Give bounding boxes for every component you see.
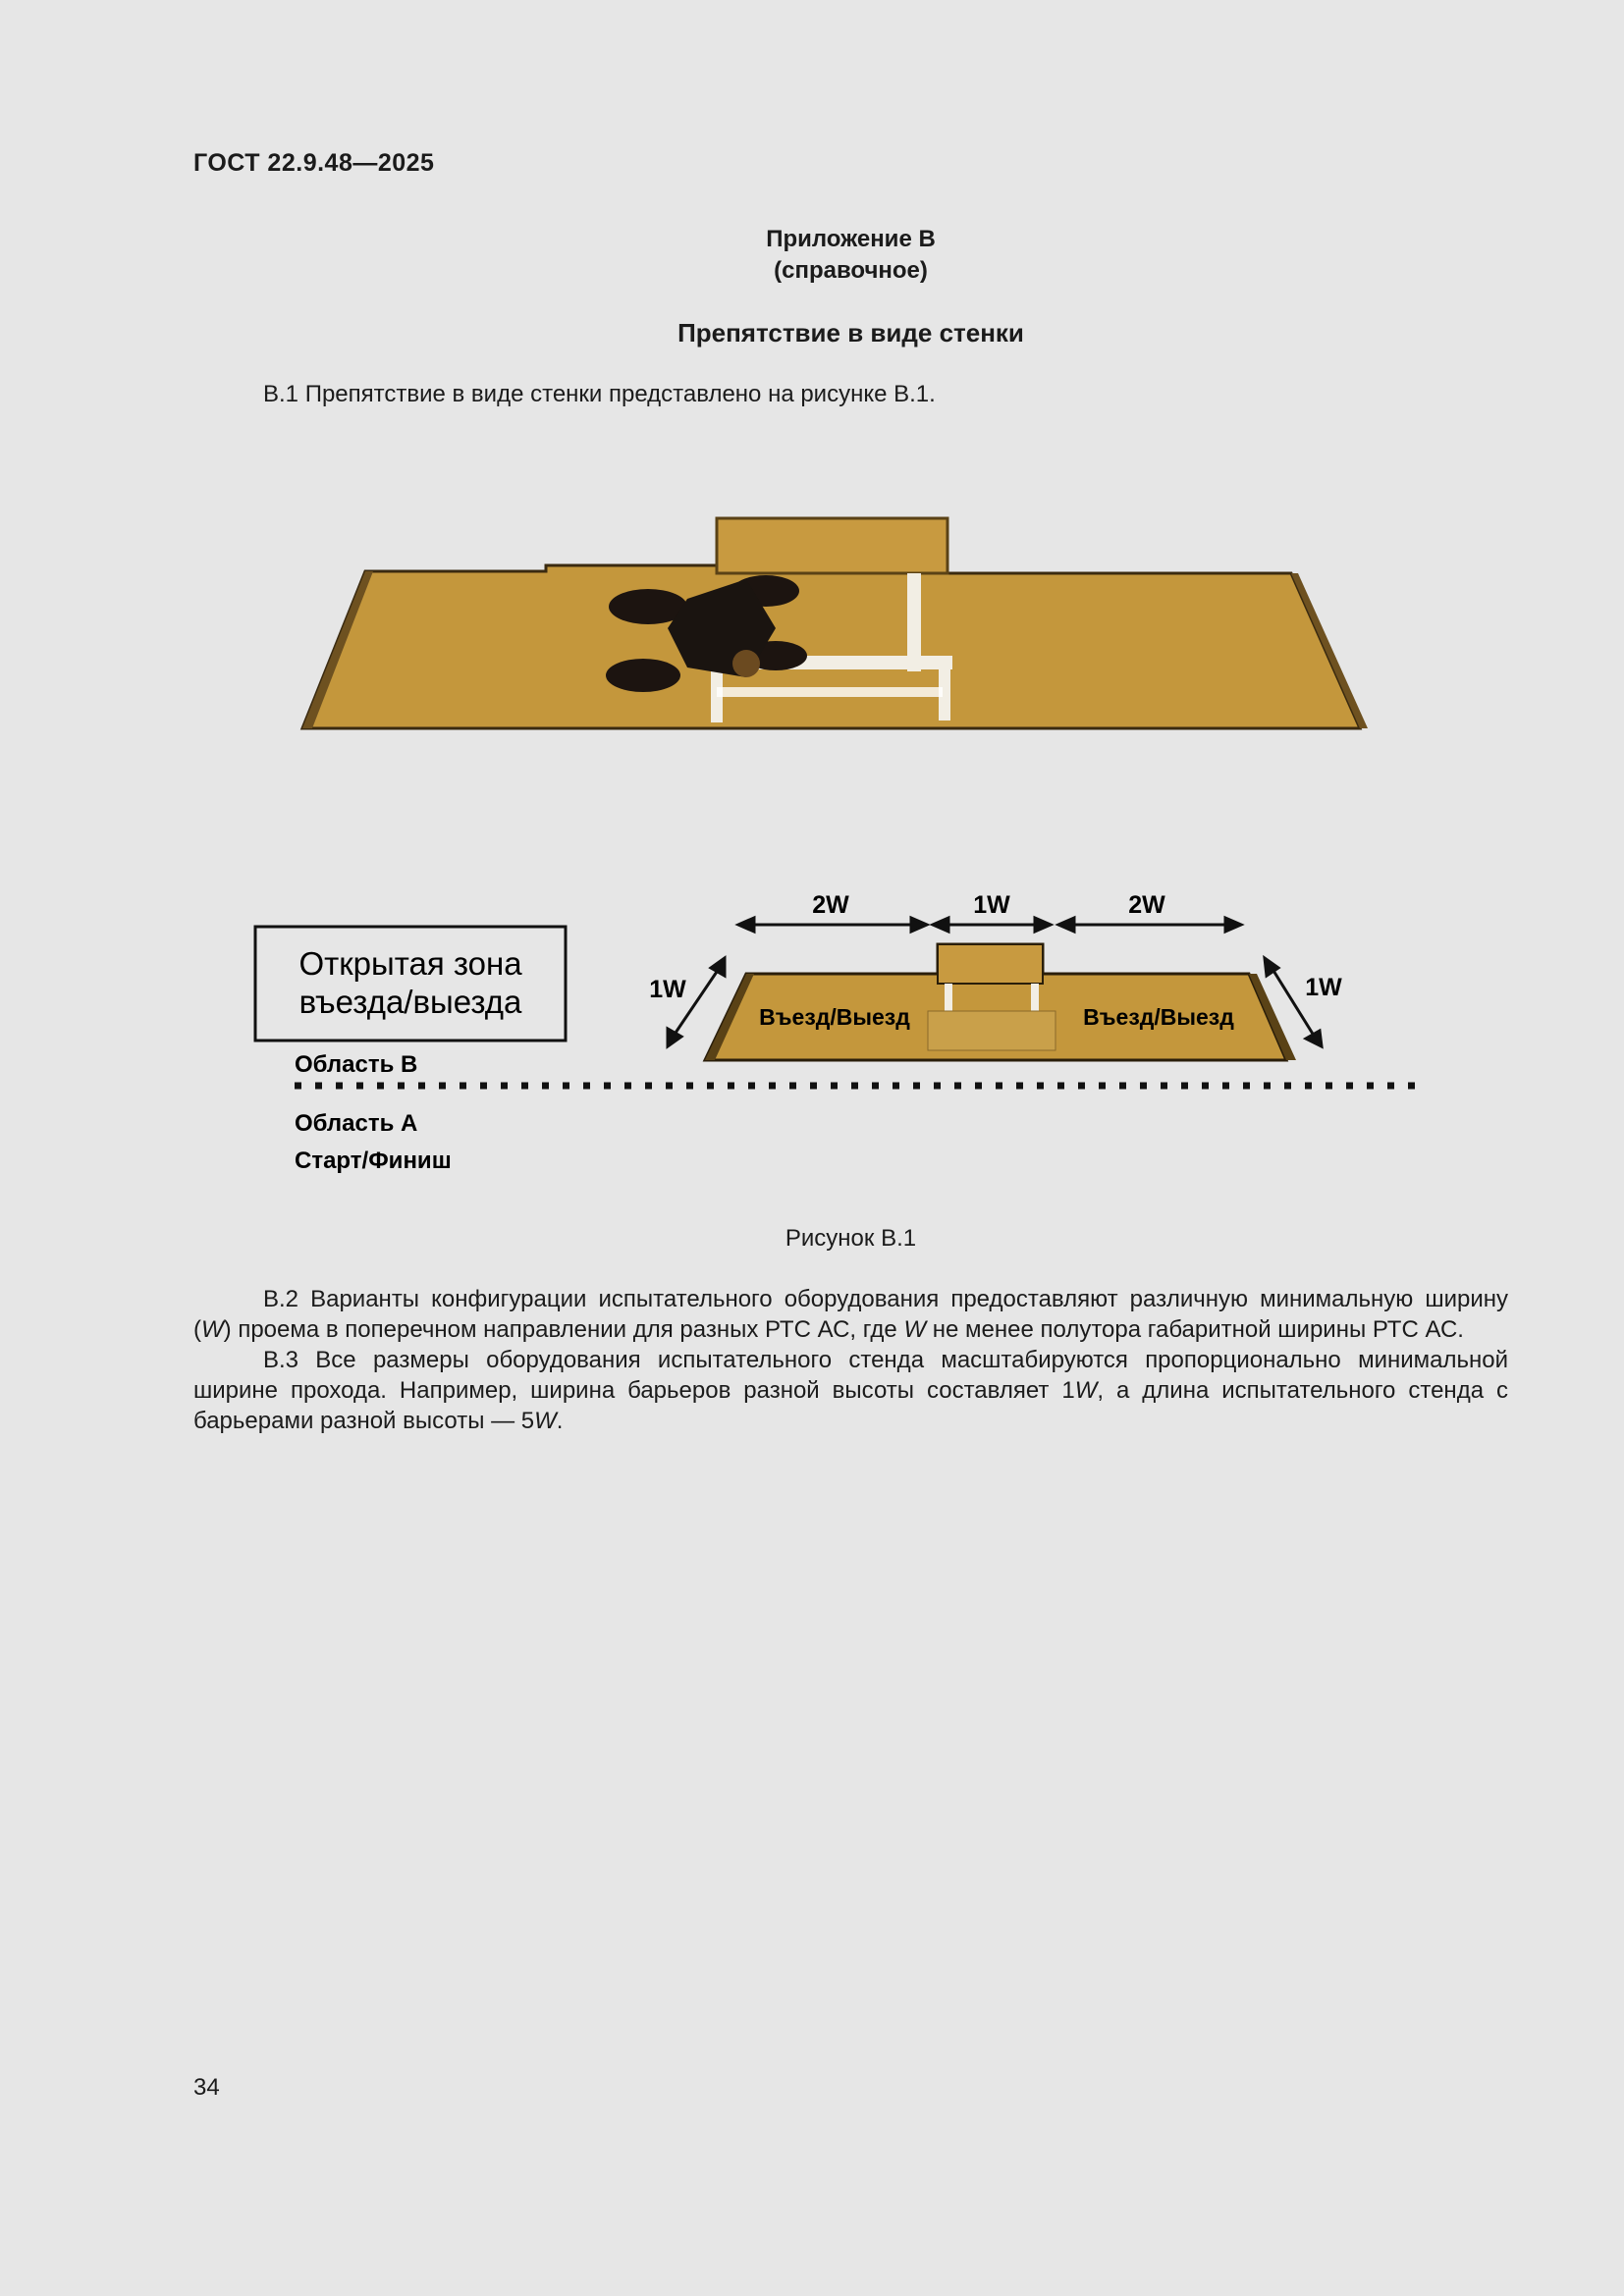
side-right-label: 1W — [1305, 974, 1342, 1001]
area-b-label: Область В — [295, 1051, 418, 1078]
zone-box-line2: въезда/выезда — [298, 984, 522, 1020]
area-a-label: Область А — [295, 1110, 418, 1137]
paragraph-b3-line2: ширине прохода. Например, ширина барьеров разной высоты составляет 1W, а длина испытательного стенда с — [193, 1377, 1508, 1404]
annex-title: Приложение В — [766, 226, 936, 252]
paragraph-b3-line3: барьерами разной высоты — 5W. — [193, 1408, 564, 1434]
entry-right-label: Въезд/Выезд — [1083, 1004, 1234, 1030]
dim-center-label: 1W — [973, 891, 1010, 919]
paragraph-b3 — [193, 1345, 1508, 1436]
document-id: ГОСТ 22.9.48—2025 — [193, 149, 435, 177]
dim-right-label: 2W — [1128, 891, 1165, 919]
side-left-label: 1W — [649, 976, 686, 1003]
paragraph-b2-line2: (W) проема в поперечном направлении для разных РТС АС, где W не менее полутора габаритной ширины РТС АС. — [193, 1316, 1464, 1343]
section-title: Препятствие в виде стенки — [677, 318, 1024, 347]
paragraph-b1: В.1 Препятствие в виде стенки представлено на рисунке В.1. — [263, 381, 936, 407]
zone-box-line1: Открытая зона — [298, 945, 522, 982]
paragraph-b2-line1: В.2 Варианты конфигурации испытательного оборудования предоставляют различную минимальную ширину — [263, 1286, 1508, 1312]
figure-caption: Рисунок В.1 — [785, 1225, 917, 1252]
platform-illustration — [302, 518, 1368, 728]
start-finish-label: Старт/Финиш — [295, 1148, 452, 1174]
annex-subtitle: (справочное) — [774, 257, 928, 284]
entry-left-label: Въезд/Выезд — [759, 1004, 910, 1030]
page-number: 34 — [193, 2074, 220, 2101]
paragraph-b2 — [193, 1284, 1508, 1345]
dim-left-label: 2W — [812, 891, 849, 919]
paragraph-b3-line1: В.3 Все размеры оборудования испытательного стенда масштабируются пропорционально минимальной — [263, 1347, 1508, 1373]
